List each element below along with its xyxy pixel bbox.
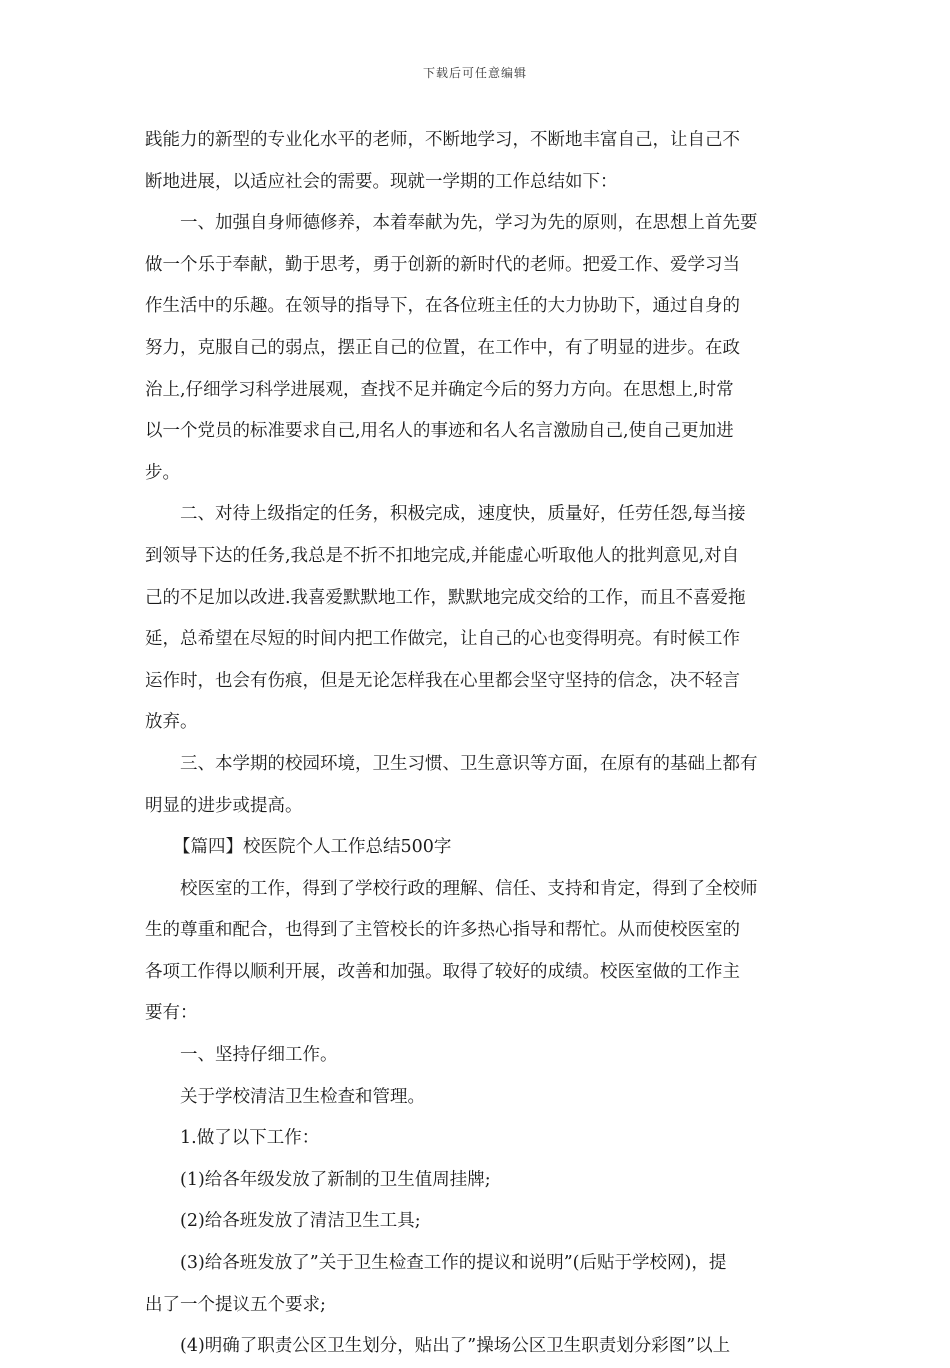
text-line: 延，总希望在尽短的时间内把工作做完，让自己的心也变得明亮。有时候工作 (145, 629, 740, 650)
text-line: 1.做了以下工作： (180, 1128, 320, 1149)
text-line: 断地进展，以适应社会的需要。现就一学期的工作总结如下： (145, 171, 618, 192)
text-line: 步。 (145, 462, 180, 483)
text-line: 【篇四】校医院个人工作总结500字 (173, 837, 452, 858)
text-line: 努力，克服自己的弱点，摆正自己的位置，在工作中，有了明显的进步。在政 (145, 337, 740, 358)
text-line: 到领导下达的任务,我总是不折不扣地完成,并能虚心听取他人的批判意见,对自 (145, 545, 740, 566)
text-line: 生的尊重和配合，也得到了主管校长的许多热心指导和帮忙。从而使校医室的 (145, 920, 740, 941)
text-line: (3)给各班发放了”关于卫生检查工作的提议和说明”(后贴于学校网)，提 (180, 1253, 727, 1274)
text-line: 治上,仔细学习科学进展观，查找不足并确定今后的努力方向。在思想上,时常 (145, 379, 734, 400)
document-body (145, 120, 810, 1368)
text-line: 己的不足加以改进.我喜爱默默地工作，默默地完成交给的工作，而且不喜爱拖 (145, 587, 746, 608)
text-line: 一、加强自身师德修养，本着奉献为先，学习为先的原则，在思想上首先要 (180, 213, 758, 234)
text-line: 三、本学期的校园环境，卫生习惯、卫生意识等方面，在原有的基础上都有 (180, 753, 758, 774)
text-line: 作生活中的乐趣。在领导的指导下，在各位班主任的大力协助下，通过自身的 (145, 296, 740, 317)
text-line: 以一个党员的标准要求自己,用名人的事迹和名人名言激励自己,使自己更加进 (145, 421, 734, 442)
text-line: 关于学校清洁卫生检查和管理。 (180, 1086, 425, 1107)
text-line: (2)给各班发放了清洁卫生工具; (180, 1211, 421, 1232)
text-line: 校医室的工作，得到了学校行政的理解、信任、支持和肯定，得到了全校师 (180, 878, 758, 899)
text-line: 践能力的新型的专业化水平的老师，不断地学习，不断地丰富自己，让自己不 (145, 130, 740, 150)
text-line: 各项工作得以顺利开展，改善和加强。取得了较好的成绩。校医室做的工作主 (145, 961, 740, 982)
page-header: 下载后可任意编辑 (422, 66, 527, 80)
text-line: 明显的进步或提高。 (145, 795, 303, 816)
text-line: 二、对待上级指定的任务，积极完成，速度快，质量好，任劳任怨,每当接 (180, 504, 746, 525)
text-line: (1)给各年级发放了新制的卫生值周挂牌; (180, 1169, 491, 1190)
text-line: 放弃。 (145, 712, 198, 733)
text-line: (4)明确了职责公区卫生划分，贴出了”操场公区卫生职责划分彩图”以上 (180, 1336, 731, 1357)
text-line: 要有： (145, 1003, 198, 1024)
text-line: 出了一个提议五个要求; (145, 1294, 326, 1315)
text-line: 运作时，也会有伤痕，但是无论怎样我在心里都会坚守坚持的信念，决不轻言 (145, 670, 740, 691)
text-line: 做一个乐于奉献，勤于思考，勇于创新的新时代的老师。把爱工作、爱学习当 (145, 254, 740, 275)
text-line: 一、坚持仔细工作。 (180, 1045, 338, 1066)
